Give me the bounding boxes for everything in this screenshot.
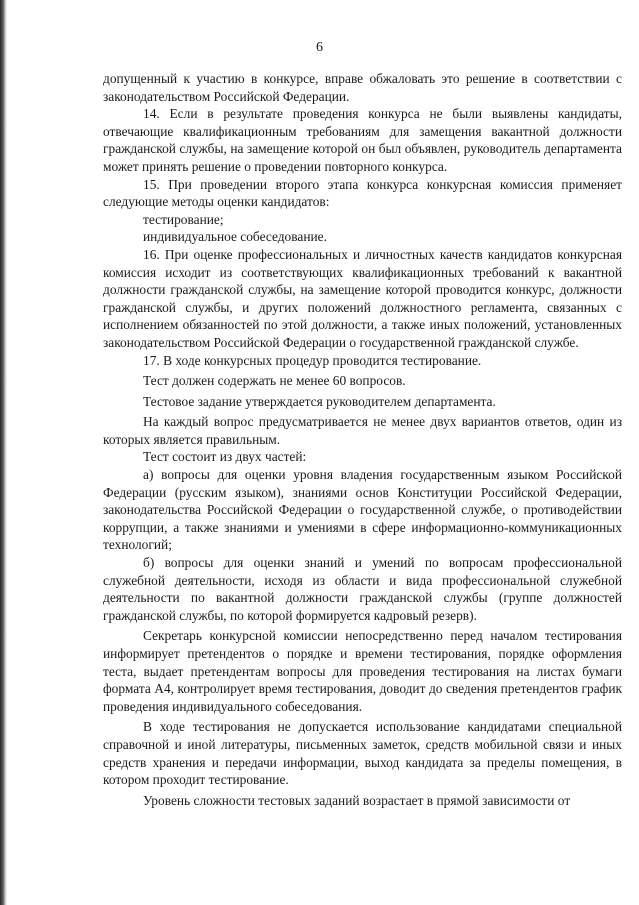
paragraph: Тестовое задание утверждается руководителем департамента. [143, 393, 496, 409]
document-body [103, 70, 622, 809]
paragraph: 17. В ходе конкурсных процедур проводится тестирование. [143, 352, 482, 368]
paragraph: На каждый вопрос предусматривается не менее двух вариантов ответов, один из которых является правильным. [103, 414, 622, 447]
paragraph: Тест должен содержать не менее 60 вопросов. [143, 373, 406, 389]
list-item: индивидуальное собеседование. [143, 229, 327, 245]
scan-edge-shadow [0, 0, 7, 905]
paragraph: 15. При проведении второго этапа конкурса конкурсная комиссия применяет следующие методы оценки кандидатов: [103, 176, 622, 210]
list-item: тестирование; [143, 211, 224, 227]
paragraph: 14. Если в результате проведения конкурса не были выявлены кандидаты, отвечающие квалификационным требованиям для замещения вакантной должности гражданской службы, на замещение которой он был объявлен, руководитель департамента может принять решение о проведении повторного конкурса. [103, 106, 622, 174]
paragraph: 16. При оценке профессиональных и личностных качеств кандидатов конкурсная комиссия исходит из соответствующих квалификационных требований к вакантной должности гражданской службы, на замещение которой проводится конкурс, должности гражданской службы, и других положений должностного регламента, связанных с исполнением обязанностей по этой должности, а также иных положений, установленных законодательством Российской Федерации о государственной гражданской службе. [103, 246, 622, 350]
paragraph: Секретарь конкурсной комиссии непосредственно перед началом тестирования информирует претендентов о порядке и времени тестирования, порядке оформления теста, выдает претендентам вопросы для проведения тестирования на листах бумаги формата А4, контролирует время тестирования, доводит до сведения претендентов график проведения индивидуального собеседования. [103, 628, 622, 714]
paragraph: Уровень сложности тестовых заданий возрастает в прямой зависимости от [143, 792, 571, 808]
page-number: 6 [316, 40, 323, 55]
paragraph: допущенный к участию в конкурсе, вправе обжаловать это решение в соответствии с законодательством Российской Федерации. [103, 71, 622, 104]
paragraph: Тест состоит из двух частей: [143, 449, 307, 465]
paragraph: В ходе тестирования не допускается использование кандидатами специальной справочной и иной литературы, письменных заметок, средств мобильной связи и иных средств хранения и передачи информации, выход кандидата за пределы помещения, в котором проходит тестирование. [103, 719, 622, 788]
paragraph: б) вопросы для оценки знаний и умений по вопросам профессиональной служебной деятельности, исходя из области и вида профессиональной служебной деятельности по вакантной должности гражданской службы (группе должностей гражданской службы, по которой формируется кадровый резерв). [103, 555, 622, 623]
paragraph: а) вопросы для оценки уровня владения государственным языком Российской Федерации (русским языком), знаниями основ Конституции Российской Федерации, законодательства Российской Федерации о государственной службе, о противодействии коррупции, а также знаниями и умениями в сфере информационно-коммуникационных технологий; [103, 467, 622, 553]
